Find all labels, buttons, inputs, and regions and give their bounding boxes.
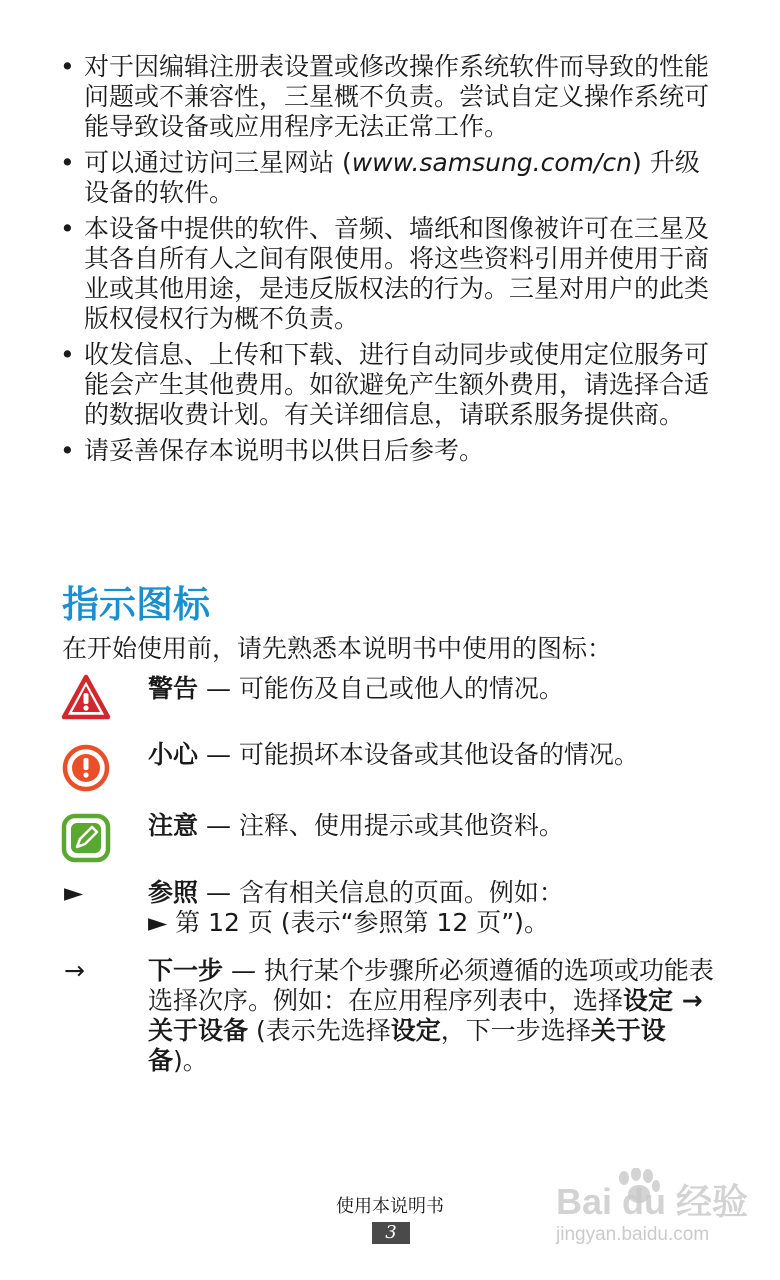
warning-term: 警告 bbox=[148, 674, 199, 703]
list-item bbox=[58, 340, 718, 430]
next-desc-3: ，下一步选择 bbox=[440, 1016, 591, 1045]
next-desc-4: )。 bbox=[173, 1046, 208, 1075]
warning-desc: — 可能伤及自己或他人的情况。 bbox=[198, 674, 564, 703]
footer-label: 使用本说明书 bbox=[336, 1196, 444, 1217]
bullet-marker: • bbox=[60, 52, 75, 81]
watermark-url: jingyan.baidu.com bbox=[556, 1224, 710, 1245]
next-term: 下一步 bbox=[148, 956, 224, 985]
bullet-text: ) 升级设备的软件。 bbox=[84, 148, 700, 207]
note-desc: — 注释、使用提示或其他资料。 bbox=[198, 811, 564, 840]
next-desc: — 执行某个步骤所必须遵循的选项或功能表选择次序。例如：在应用程序列表中，选择 bbox=[148, 956, 714, 1015]
list-item bbox=[58, 214, 718, 334]
page-number: 3 bbox=[372, 1222, 410, 1244]
bullet-text: 对于因编辑注册表设置或修改操作系统软件而导致的性能问题或不兼容性，三星概不负责。尝试自定义操作系统可能导致设备或应用程序无法正常工作。 bbox=[84, 52, 710, 141]
reference-arrow-icon: ► bbox=[64, 878, 84, 907]
samsung-website-link[interactable]: www.samsung.com/cn bbox=[351, 148, 633, 177]
reference-term: 参照 bbox=[148, 878, 199, 907]
caution-circle-icon bbox=[60, 742, 112, 794]
list-item bbox=[58, 436, 718, 466]
bullet-marker: • bbox=[60, 436, 75, 465]
disclaimer-list bbox=[58, 52, 718, 472]
next-arrow-icon: → bbox=[64, 956, 85, 985]
reference-example: ► 第 12 页 (表示“参照第 12 页”)。 bbox=[148, 908, 549, 937]
list-item bbox=[58, 52, 718, 142]
reference-desc: — 含有相关信息的页面。例如： bbox=[198, 878, 564, 907]
section-title: 指示图标 bbox=[62, 584, 210, 625]
bullet-text: 本设备中提供的软件、音频、墙纸和图像被许可在三星及其各自所有人之间有限使用。将这些资料引用并使用于商业或其他用途，是违反版权法的行为。三星对用户的此类版权侵权行为概不负责。 bbox=[84, 214, 710, 333]
caution-desc: — 可能损坏本设备或其他设备的情况。 bbox=[198, 740, 639, 769]
next-example-path: 设定 → 关于设备 bbox=[148, 986, 703, 1045]
bullet-marker: • bbox=[60, 340, 75, 369]
bullet-text: 收发信息、上传和下载、进行自动同步或使用定位服务可能会产生其他费用。如欲避免产生额外费用，请选择合适的数据收费计划。有关详细信息，请联系服务提供商。 bbox=[84, 340, 710, 429]
warning-triangle-icon bbox=[60, 672, 112, 724]
next-example-about: 关于设备 bbox=[148, 1016, 666, 1075]
bullet-marker: • bbox=[60, 148, 75, 177]
bullet-text: 可以通过访问三星网站 ( bbox=[84, 148, 352, 177]
list-item bbox=[58, 148, 718, 208]
next-example-settings: 设定 bbox=[390, 1016, 441, 1045]
note-pencil-icon bbox=[60, 812, 112, 864]
caution-term: 小心 bbox=[148, 740, 199, 769]
bullet-marker: • bbox=[60, 214, 75, 243]
next-desc-2: (表示先选择 bbox=[248, 1016, 391, 1045]
bullet-text: 请妥善保存本说明书以供日后参考。 bbox=[84, 436, 485, 465]
section-intro: 在开始使用前，请先熟悉本说明书中使用的图标： bbox=[62, 634, 613, 663]
watermark-brand: Bai du 经验 bbox=[556, 1181, 749, 1222]
note-term: 注意 bbox=[148, 811, 199, 840]
